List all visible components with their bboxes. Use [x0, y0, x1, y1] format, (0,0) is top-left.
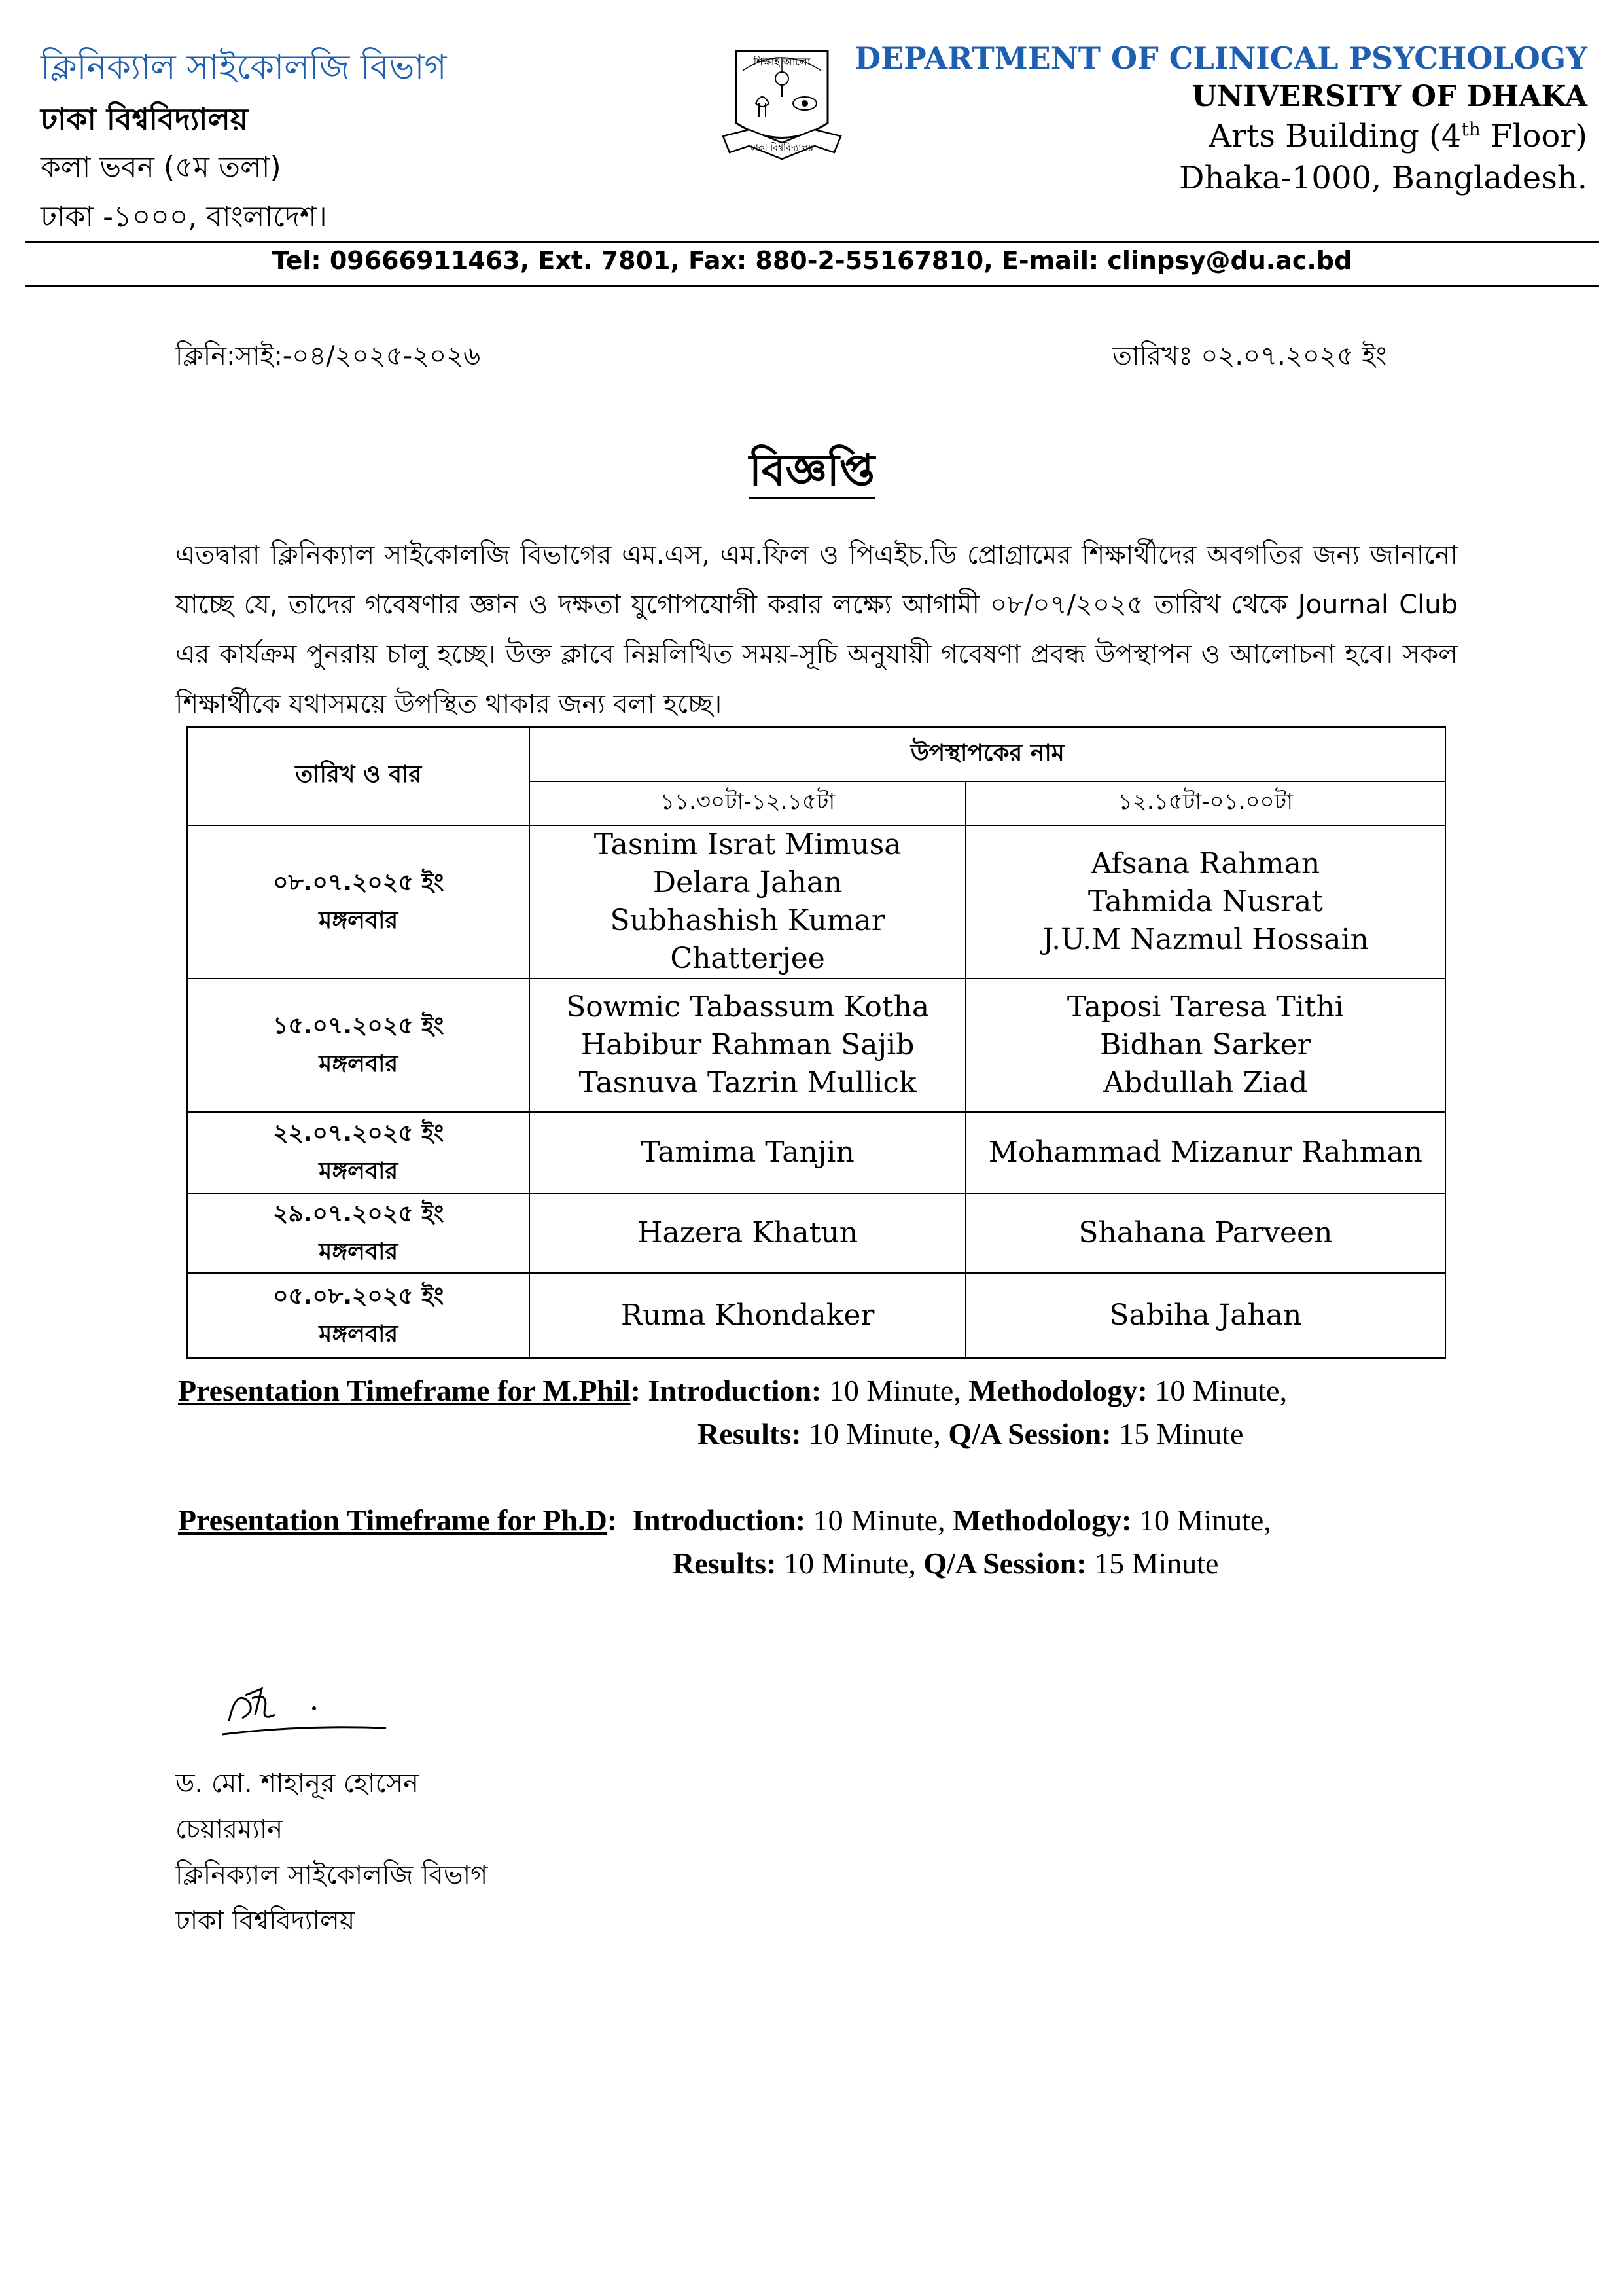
- row-slot2-presenters: [966, 978, 1445, 1112]
- presenter-name: Hazera Khatun: [637, 1216, 858, 1249]
- phd-timeframe-line2: [673, 1546, 1218, 1581]
- row-slot1-presenters: [529, 1112, 965, 1193]
- presenter-name: Bidhan Sarker: [1100, 1028, 1311, 1062]
- en-building-post: Floor): [1480, 118, 1587, 154]
- phd-method-value: 10 Minute,: [1131, 1503, 1271, 1537]
- row-date: ০৮.০৭.২০২৫ ইং: [273, 869, 444, 896]
- en-university-name: UNIVERSITY OF DHAKA: [1192, 80, 1587, 113]
- phd-qa-value: 15 Minute: [1086, 1547, 1219, 1580]
- table-row: [187, 1112, 1445, 1193]
- presenter-name: Ruma Khondaker: [620, 1299, 875, 1332]
- row-slot2-presenters: [966, 1112, 1445, 1193]
- row-date: ২৯.০৭.২০২৫ ইং: [273, 1200, 444, 1227]
- presenter-name: J.U.M Nazmul Hossain: [1042, 923, 1369, 956]
- phd-intro-label: Introduction:: [632, 1503, 806, 1537]
- memo-date: তারিখঃ ০২.০৭.২০২৫ ইং: [1112, 341, 1387, 371]
- row-date-cell: [187, 825, 529, 978]
- presenter-name: Tahmida Nusrat: [1087, 885, 1323, 918]
- presenter-name: Tamima Tanjin: [641, 1136, 855, 1169]
- row-date: ১৫.০৭.২০২৫ ইং: [273, 1013, 444, 1039]
- presenter-name: Sowmic Tabassum Kotha: [566, 990, 930, 1024]
- contact-line: Tel: 09666911463, Ext. 7801, Fax: 880-2-55167810, E-mail: clinpsy@du.ac.bd: [272, 246, 1352, 275]
- mphil-method-label: Methodology:: [968, 1374, 1148, 1407]
- presenter-name: Mohammad Mizanur Rahman: [988, 1136, 1422, 1169]
- en-department-name: DEPARTMENT OF CLINICAL PSYCHOLOGY: [855, 41, 1587, 76]
- mphil-results-value: 10 Minute,: [801, 1417, 941, 1450]
- mphil-qa-label: Q/A Session:: [948, 1417, 1112, 1450]
- presenter-name: Afsana Rahman: [1091, 847, 1320, 880]
- phd-timeframe-label: Presentation Timeframe for Ph.D: [178, 1503, 607, 1537]
- phd-results-label: Results:: [673, 1547, 777, 1580]
- signatory-university: ঢাকা বিশ্ববিদ্যালয়: [175, 1906, 355, 1936]
- row-slot1-presenters: [529, 825, 965, 978]
- phd-qa-label: Q/A Session:: [923, 1547, 1087, 1580]
- header-slot-1: ১১.৩০টা-১২.১৫টা: [529, 781, 965, 825]
- presenter-name: Tasnuva Tazrin Mullick: [578, 1066, 917, 1100]
- row-date-cell: [187, 1273, 529, 1358]
- header-divider-top: [25, 241, 1599, 243]
- row-slot1-presenters: [529, 1193, 965, 1273]
- row-date: ২২.০৭.২০২৫ ইং: [273, 1120, 444, 1147]
- row-slot1-presenters: [529, 978, 965, 1112]
- en-building-pre: Arts Building (4: [1209, 118, 1462, 154]
- signature-image: [209, 1662, 393, 1748]
- en-city: Dhaka-1000, Bangladesh.: [1178, 160, 1587, 196]
- row-day: মঙ্গলবার: [319, 1238, 398, 1265]
- mphil-method-value: 10 Minute,: [1147, 1374, 1288, 1407]
- header-presenter-name: উপস্থাপকের নাম: [529, 727, 1445, 781]
- presenter-name: Subhashish Kumar Chatterjee: [610, 904, 885, 975]
- row-slot1-presenters: [529, 1273, 965, 1358]
- table-row: [187, 1193, 1445, 1273]
- mphil-qa-value: 15 Minute: [1111, 1417, 1244, 1450]
- row-day: মঙ্গলবার: [319, 1321, 398, 1348]
- phd-intro-value: 10 Minute,: [805, 1503, 945, 1537]
- phd-method-label: Methodology:: [953, 1503, 1132, 1537]
- row-day: মঙ্গলবার: [319, 907, 398, 934]
- bn-building: কলা ভবন (৫ম তলা): [41, 151, 281, 184]
- row-slot2-presenters: [966, 1193, 1445, 1273]
- bn-university-name: ঢাকা বিশ্ববিদ্যালয়: [41, 101, 248, 137]
- notice-title-text: বিজ্ঞপ্তি: [749, 445, 875, 499]
- mphil-intro-label: Introduction:: [648, 1374, 822, 1407]
- signatory-name: ড. মো. শাহানূর হোসেন: [175, 1768, 419, 1799]
- presenter-name: Shahana Parveen: [1078, 1216, 1333, 1249]
- header-date-day: তারিখ ও বার: [187, 727, 529, 825]
- mphil-timeframe-line2: [697, 1416, 1243, 1451]
- mphil-timeframe-line1: Presentation Timeframe for M.Phil: Introduction: 10 Minute, Methodology: 10 Minute,: [178, 1374, 1288, 1407]
- presenter-name: Taposi Taresa Tithi: [1067, 990, 1344, 1024]
- row-date-cell: [187, 1112, 529, 1193]
- mphil-results-label: Results:: [697, 1417, 802, 1450]
- en-building-sup: th: [1461, 118, 1481, 140]
- signatory-title: চেয়ারম্যান: [175, 1814, 283, 1844]
- presenter-name: Habibur Rahman Sajib: [580, 1028, 915, 1062]
- table-row: [187, 1273, 1445, 1358]
- row-date: ০৫.০৮.২০২৫ ইং: [273, 1283, 444, 1310]
- row-date-cell: [187, 978, 529, 1112]
- presenter-name: Sabiha Jahan: [1109, 1299, 1302, 1332]
- bn-city: ঢাকা -১০০০, বাংলাদেশ।: [41, 200, 327, 234]
- logo-motto-text: শিক্ষাই আলো: [753, 56, 811, 68]
- signatory-department: ক্লিনিক্যাল সাইকোলজি বিভাগ: [175, 1860, 488, 1890]
- university-logo: [710, 38, 854, 182]
- memo-reference: ক্লিনি:সাই:-০৪/২০২৫-২০২৬: [175, 341, 481, 371]
- notice-title: [0, 437, 1624, 509]
- mphil-timeframe-label: Presentation Timeframe for M.Phil: [178, 1374, 631, 1407]
- notice-body: এতদ্বারা ক্লিনিক্যাল সাইকোলজি বিভাগের এম.এস, এম.ফিল ও পিএইচ.ডি প্রোগ্রামের শিক্ষার্থীদের অবগতির জন্য জানানো যাচ্ছে যে, তাদের গবেষণার জ্ঞান ও দক্ষতা যুগোপযোগী করার লক্ষ্যে আগামী ০৮/০৭/২০২৫ তারিখ থেকে Journal Club এর কার্যক্রম পুনরায় চালু হচ্ছে। উক্ত ক্লাবে নিম্নলিখিত সময়-সূচি অনুযায়ী গবেষণা প্রবন্ধ উপস্থাপন ও আলোচনা হবে। সকল শিক্ষার্থীকে যথাসময়ে উপস্থিত থাকার জন্য বলা হচ্ছে।: [175, 540, 1458, 719]
- phd-timeframe-line1: Presentation Timeframe for Ph.D: Introduction: 10 Minute, Methodology: 10 Minute,: [178, 1503, 1271, 1537]
- row-slot2-presenters: [966, 825, 1445, 978]
- presenter-name: Delara Jahan: [652, 866, 843, 899]
- mphil-intro-value: 10 Minute,: [821, 1374, 961, 1407]
- row-day: মঙ্গলবার: [319, 1158, 398, 1185]
- header-slot-2: ১২.১৫টা-০১.০০টা: [966, 781, 1445, 825]
- row-date-cell: [187, 1193, 529, 1273]
- schedule-table: [186, 726, 1446, 1359]
- logo-banner-text: ঢাকা বিশ্ববিদ্যালয়: [750, 143, 814, 153]
- table-row: [187, 978, 1445, 1112]
- table-row: [187, 825, 1445, 978]
- bn-department-name: ক্লিনিক্যাল সাইকোলজি বিভাগ: [41, 48, 447, 87]
- signatory-block: [175, 1761, 487, 1944]
- row-slot2-presenters: [966, 1273, 1445, 1358]
- phd-results-value: 10 Minute,: [776, 1547, 916, 1580]
- en-building: [1209, 118, 1587, 154]
- presenter-name: Tasnim Israt Mimusa: [593, 828, 902, 861]
- row-day: মঙ্গলবার: [319, 1050, 398, 1077]
- presenter-name: Abdullah Ziad: [1103, 1066, 1308, 1100]
- header-divider-bottom: [25, 285, 1599, 287]
